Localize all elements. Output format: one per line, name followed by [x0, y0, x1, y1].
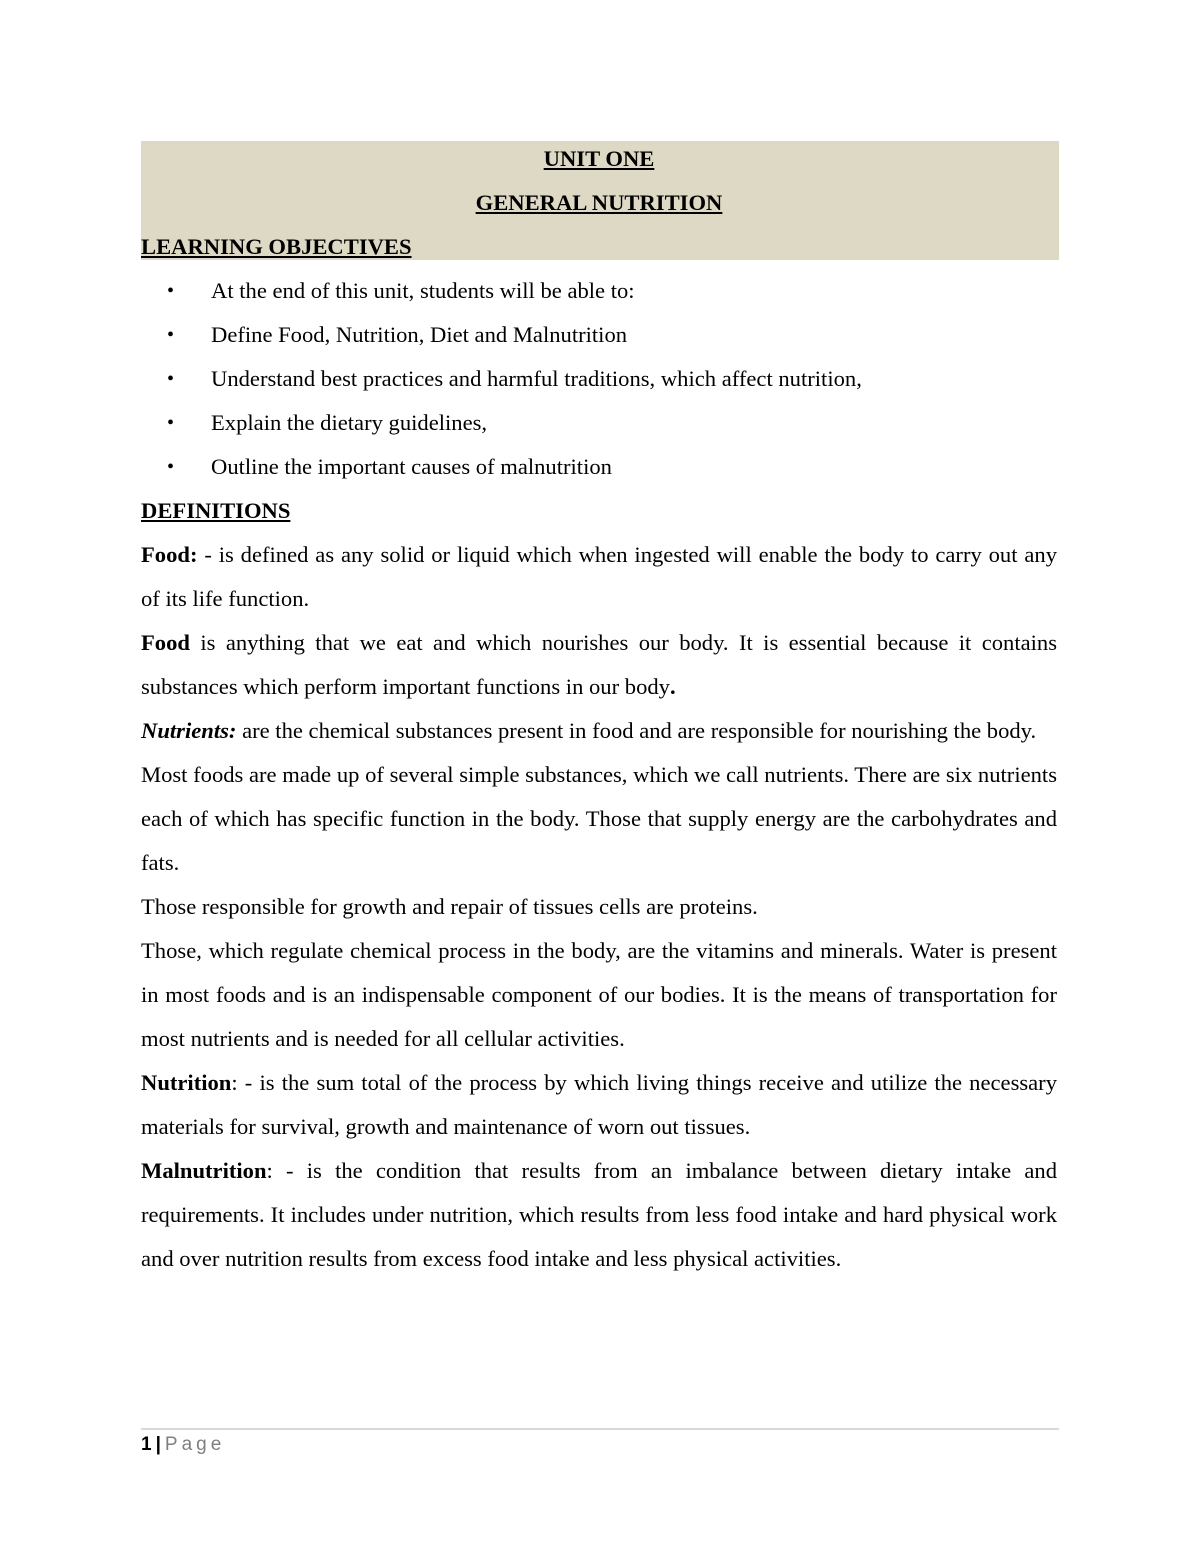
page-label: Page: [164, 1434, 226, 1455]
objective-item: [141, 357, 1057, 401]
objective-text: Understand best practices and harmful traditions, which affect nutrition,: [211, 366, 862, 391]
malnutrition-term: Malnutrition: [141, 1158, 267, 1183]
objective-item: [141, 313, 1057, 357]
food-definition-text: - is defined as any solid or liquid which when ingested will enable the body to carry out any of its life function.: [141, 542, 1057, 611]
definitions-heading: DEFINITIONS: [141, 498, 291, 523]
unit-title: UNIT ONE: [543, 146, 655, 171]
bullet-icon: •: [167, 412, 175, 434]
objective-text: Explain the dietary guidelines,: [211, 410, 488, 435]
objective-text: At the end of this unit, students will be able to:: [211, 278, 635, 303]
vitamins-water-paragraph: Those, which regulate chemical process in the body, are the vitamins and minerals. Water is present in most foods and is an indispensable component of our bodies. It is the means of transportation for most nutrients and is needed for all cellular activities.: [141, 938, 1057, 1051]
unit-subtitle: GENERAL NUTRITION: [475, 190, 723, 215]
bullet-icon: •: [167, 280, 175, 302]
food-description-text: is anything that we eat and which nourishes our body. It is essential because it contains substances which perform important functions in our body: [141, 630, 1057, 699]
objectives-list: [141, 269, 1057, 489]
food-term-2: Food: [141, 630, 190, 655]
nutrients-term: Nutrients:: [141, 718, 237, 743]
nutrients-paragraph: Most foods are made up of several simple substances, which we call nutrients. There are six nutrients each of which has specific function in the body. Those that supply energy are the carbohydrates and fats.: [141, 762, 1057, 875]
objectives-heading: LEARNING OBJECTIVES: [141, 234, 412, 259]
nutrition-definition: [141, 1061, 1057, 1149]
footer-divider: [141, 1428, 1059, 1430]
page-footer: [141, 1433, 225, 1457]
food-definition: [141, 533, 1057, 621]
objective-item: [141, 269, 1057, 313]
objective-text: Outline the important causes of malnutrition: [211, 454, 612, 479]
page-content: [141, 137, 1057, 1281]
food-term: Food:: [141, 542, 198, 567]
food-description-end: .: [669, 674, 676, 699]
food-description: [141, 621, 1057, 709]
objective-item: [141, 401, 1057, 445]
footer-separator: |: [155, 1434, 161, 1455]
bullet-icon: •: [167, 324, 175, 346]
page-number: 1: [141, 1434, 152, 1455]
nutrition-term: Nutrition: [141, 1070, 232, 1095]
bullet-icon: •: [167, 456, 175, 478]
objective-item: [141, 445, 1057, 489]
malnutrition-definition: [141, 1149, 1057, 1281]
bullet-icon: •: [167, 368, 175, 390]
objective-text: Define Food, Nutrition, Diet and Malnutrition: [211, 322, 628, 347]
malnutrition-definition-text: : - is the condition that results from an imbalance between dietary intake and requirements. It includes under nutrition, which results from less food intake and hard physical work and over nutrition results from excess food intake and less physical activities.: [141, 1158, 1057, 1271]
nutrients-definition: [141, 709, 1057, 753]
proteins-paragraph: Those responsible for growth and repair of tissues cells are proteins.: [141, 894, 758, 919]
nutrition-definition-text: : - is the sum total of the process by which living things receive and utilize the necessary materials for survival, growth and maintenance of worn out tissues.: [141, 1070, 1057, 1139]
nutrients-definition-text: are the chemical substances present in food and are responsible for nourishing the body.: [236, 718, 1037, 743]
